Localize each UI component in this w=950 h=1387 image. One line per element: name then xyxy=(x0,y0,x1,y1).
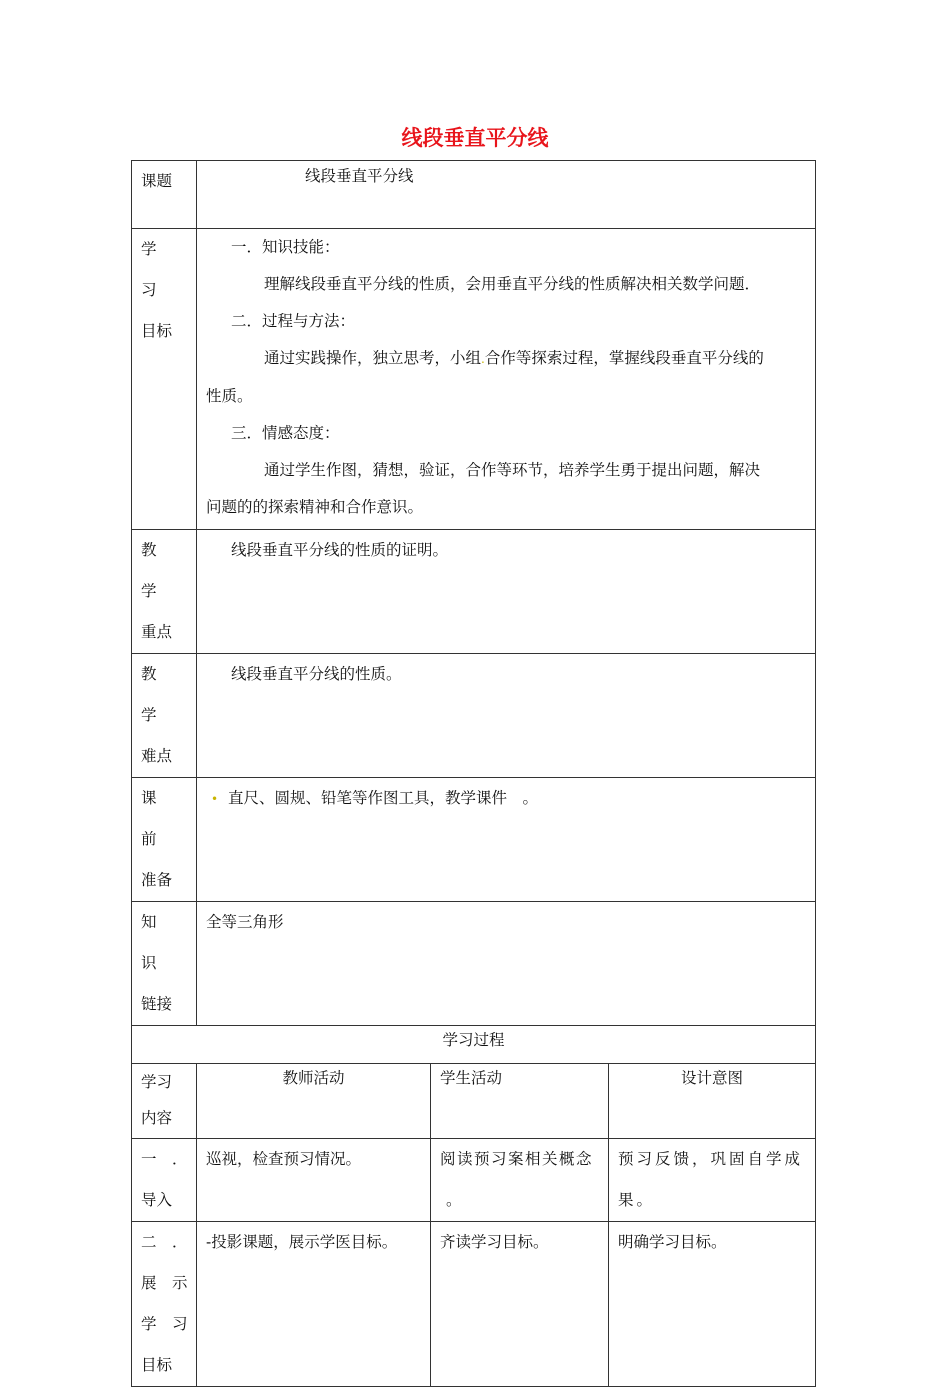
label-key-1: 教 学 xyxy=(141,541,175,600)
value-knowledge-link: 全等三角形 xyxy=(197,902,816,1026)
process-heading: 学习过程 xyxy=(132,1026,816,1064)
row-process-heading xyxy=(132,1026,816,1064)
row-process-headers xyxy=(132,1064,816,1139)
value-topic: 线段垂直平分线 xyxy=(197,161,816,229)
label-prep-1: 课 前 xyxy=(141,789,175,848)
page-title: 线段垂直平分线 xyxy=(401,126,549,150)
step2-intent: 明确学习目标。 xyxy=(609,1222,816,1387)
row-preparation xyxy=(132,778,816,902)
objective-text-2a: 通过实践操作，独立思考，小组 xyxy=(264,349,482,367)
value-preparation xyxy=(197,778,816,902)
objective-heading-3: 三．情感态度： xyxy=(231,424,340,442)
label-difficult-2: 难点 xyxy=(141,747,173,765)
step1-student: 阅读预习案相关概念 xyxy=(440,1150,594,1168)
objective-text-2c: 性质。 xyxy=(206,387,253,405)
header-teacher: 教师活动 xyxy=(197,1064,431,1139)
label-link-2: 链接 xyxy=(141,995,173,1013)
row-key-point xyxy=(132,530,816,654)
row-knowledge-link xyxy=(132,902,816,1026)
objective-text-3a: 通过学生作图，猜想，验证，合作等环节，培养学生勇于提出问题，解决 xyxy=(264,461,761,479)
row-difficulty xyxy=(132,654,816,778)
objective-text-2: 通过实践操作，独立思考，小组.合作等探索过程，掌握线段垂直平分线的 xyxy=(264,349,764,367)
objectives-content xyxy=(197,229,816,530)
step2-student: 齐读学习目标。 xyxy=(431,1222,609,1387)
step1-label-2: 导入 xyxy=(141,1191,173,1209)
objective-heading-2: 二．过程与方法： xyxy=(231,312,356,330)
label-prep-2: 准备 xyxy=(141,871,173,889)
step1-teacher: 巡视，检查预习情况。 xyxy=(197,1139,431,1222)
row-step-1 xyxy=(132,1139,816,1222)
label-difficult-1: 教 学 xyxy=(141,665,175,724)
bullet-dot: • xyxy=(211,792,219,806)
step2-label-3: 学 习 xyxy=(141,1315,188,1333)
step2-teacher: -投影课题，展示学医目标。 xyxy=(197,1222,431,1387)
prep-text: 直尺、圆规、铅笔等作图工具，教学课件 。 xyxy=(227,789,538,807)
lesson-plan-table xyxy=(131,160,816,1387)
header-content-1: 学习 xyxy=(141,1073,173,1091)
objective-text-1: 理解线段垂直平分线的性质，会用垂直平分线的性质解决相关数学问题． xyxy=(264,275,761,293)
step1-student-2: 。 xyxy=(446,1191,464,1209)
header-content-2: 内容 xyxy=(141,1109,173,1127)
objective-heading-1: 一．知识技能： xyxy=(231,238,340,256)
label-objectives-1: 学 习 xyxy=(141,240,175,299)
row-topic xyxy=(132,161,816,229)
row-objectives xyxy=(132,229,816,530)
step1-label-1: 一 ． xyxy=(141,1150,188,1168)
header-intent: 设计意图 xyxy=(609,1064,816,1139)
row-step-2 xyxy=(132,1222,816,1387)
step2-label-1: 二 ． xyxy=(141,1233,188,1251)
step1-intent-2: 果。 xyxy=(618,1191,656,1209)
label-objectives-2: 目标 xyxy=(141,322,173,340)
objective-text-2b: 合作等探索过程，掌握线段垂直平分线的 xyxy=(484,349,764,367)
label-key-2: 重点 xyxy=(141,623,173,641)
value-key-point: 线段垂直平分线的性质的证明。 xyxy=(197,530,816,654)
objective-text-3b: 问题的的探索精神和合作意识。 xyxy=(206,498,424,516)
label-topic: 课题 xyxy=(132,161,197,229)
step1-intent: 预习反馈，巩固自学成 xyxy=(618,1150,804,1168)
label-link-1: 知 识 xyxy=(141,913,175,972)
header-student: 学生活动 xyxy=(431,1064,609,1139)
value-difficulty: 线段垂直平分线的性质。 xyxy=(197,654,816,778)
step2-label-4: 目标 xyxy=(141,1356,173,1374)
step2-label-2: 展 示 xyxy=(141,1274,188,1292)
